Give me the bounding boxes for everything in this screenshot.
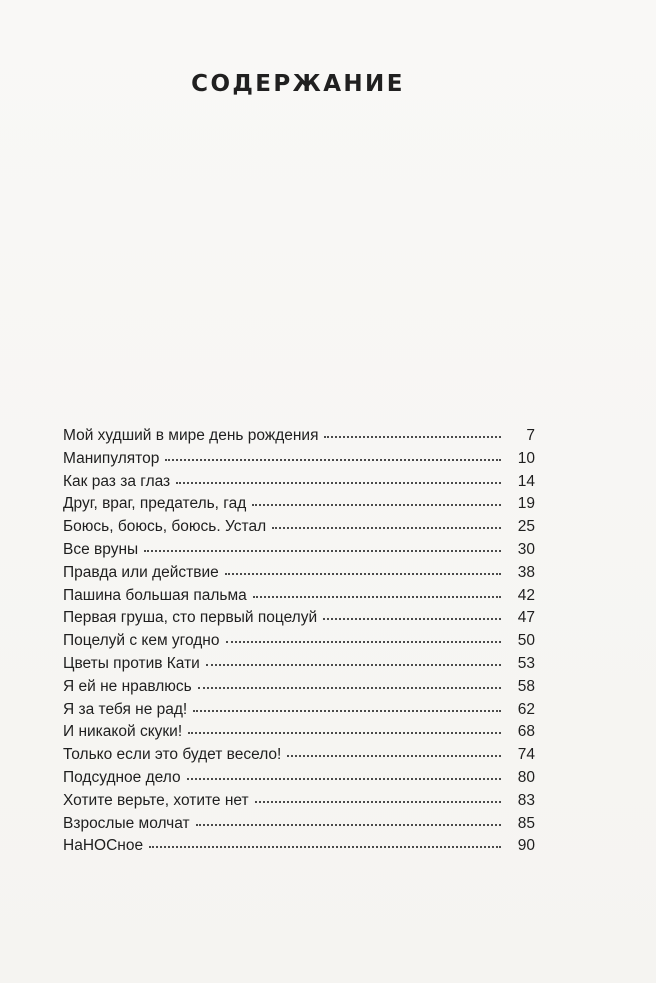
toc-entry-page: 14	[517, 472, 535, 490]
dot-leader	[255, 800, 501, 803]
dot-leader	[253, 595, 501, 598]
toc-entry-page: 30	[517, 540, 535, 558]
dot-leader	[272, 526, 501, 529]
dot-leader	[287, 754, 501, 757]
toc-entry-title: Подсудное дело	[63, 768, 181, 786]
toc-entry-title: Правда или действие	[63, 563, 219, 581]
dot-leader	[324, 435, 501, 438]
toc-entry-page: 62	[517, 700, 535, 718]
toc-entry-page: 38	[517, 563, 535, 581]
toc-entry	[63, 495, 535, 518]
toc-entry-page: 74	[517, 746, 535, 764]
toc-entry-title: Мой худший в мире день рождения	[63, 427, 319, 444]
toc-entry-page: 53	[517, 654, 535, 672]
toc-entry	[63, 746, 535, 769]
toc-entry-page: 83	[517, 791, 535, 809]
toc-entry	[63, 587, 535, 610]
table-of-contents	[63, 427, 535, 860]
toc-entry	[63, 678, 535, 701]
dot-leader	[198, 686, 501, 689]
toc-entry	[63, 655, 535, 678]
toc-entry-page: 7	[526, 427, 535, 444]
toc-entry-title: Как раз за глаз	[63, 472, 171, 490]
toc-entry	[63, 564, 535, 587]
toc-entry-page: 58	[517, 677, 535, 695]
toc-entry-page: 68	[517, 723, 535, 741]
dot-leader	[225, 572, 501, 575]
dot-leader	[226, 640, 502, 643]
toc-entry-title: Все вруны	[63, 540, 139, 558]
toc-entry-page: 85	[517, 814, 535, 832]
dot-leader	[188, 731, 501, 734]
toc-entry-page: 47	[517, 609, 535, 627]
toc-entry	[63, 815, 535, 838]
toc-entry-page: 50	[517, 632, 535, 650]
toc-entry-title: Друг, враг, предатель, гад	[63, 495, 247, 513]
toc-entry	[63, 701, 535, 724]
toc-entry	[63, 837, 535, 860]
dot-leader	[165, 458, 501, 461]
toc-entry-title: Цветы против Кати	[63, 654, 200, 672]
dot-leader	[187, 777, 501, 780]
toc-entry-page: 10	[517, 449, 535, 467]
toc-entry-title: Взрослые молчат	[63, 814, 190, 832]
toc-entry-page: 80	[517, 768, 535, 786]
toc-entry	[63, 792, 535, 815]
toc-entry-title: Манипулятор	[63, 449, 160, 467]
toc-entry-page: 90	[517, 837, 535, 855]
toc-entry	[63, 541, 535, 564]
toc-entry	[63, 450, 535, 473]
toc-entry	[63, 473, 535, 496]
toc-entry-page: 25	[517, 518, 535, 536]
dot-leader	[323, 617, 501, 620]
toc-entry-title: Пашина большая пальма	[63, 586, 247, 604]
toc-entry-page: 42	[517, 586, 535, 604]
dot-leader	[196, 823, 501, 826]
toc-entry-title: Первая груша, сто первый поцелуй	[63, 609, 318, 627]
toc-entry-title: И никакой скуки!	[63, 723, 183, 741]
dot-leader	[252, 503, 501, 506]
toc-entry-title: Боюсь, боюсь, боюсь. Устал	[63, 518, 267, 536]
toc-entry	[63, 632, 535, 655]
toc-entry	[63, 769, 535, 792]
toc-entry-title: Только если это будет весело!	[63, 746, 282, 764]
toc-entry-title: Я ей не нравлюсь	[63, 677, 192, 695]
toc-entry	[63, 518, 535, 541]
toc-entry	[63, 427, 535, 450]
toc-entry-page: 19	[517, 495, 535, 513]
dot-leader	[206, 663, 501, 666]
toc-entry	[63, 723, 535, 746]
toc-entry-title: Поцелуй с кем угодно	[63, 632, 220, 650]
toc-entry	[63, 609, 535, 632]
dot-leader	[193, 709, 501, 712]
dot-leader	[149, 845, 501, 848]
toc-entry-title: Хотите верьте, хотите нет	[63, 791, 249, 809]
page-title: СОДЕРЖАНИЕ	[191, 71, 405, 97]
dot-leader	[144, 549, 501, 552]
toc-entry-title: НаНОСное	[63, 837, 144, 855]
dot-leader	[176, 481, 501, 484]
toc-entry-title: Я за тебя не рад!	[63, 700, 188, 718]
